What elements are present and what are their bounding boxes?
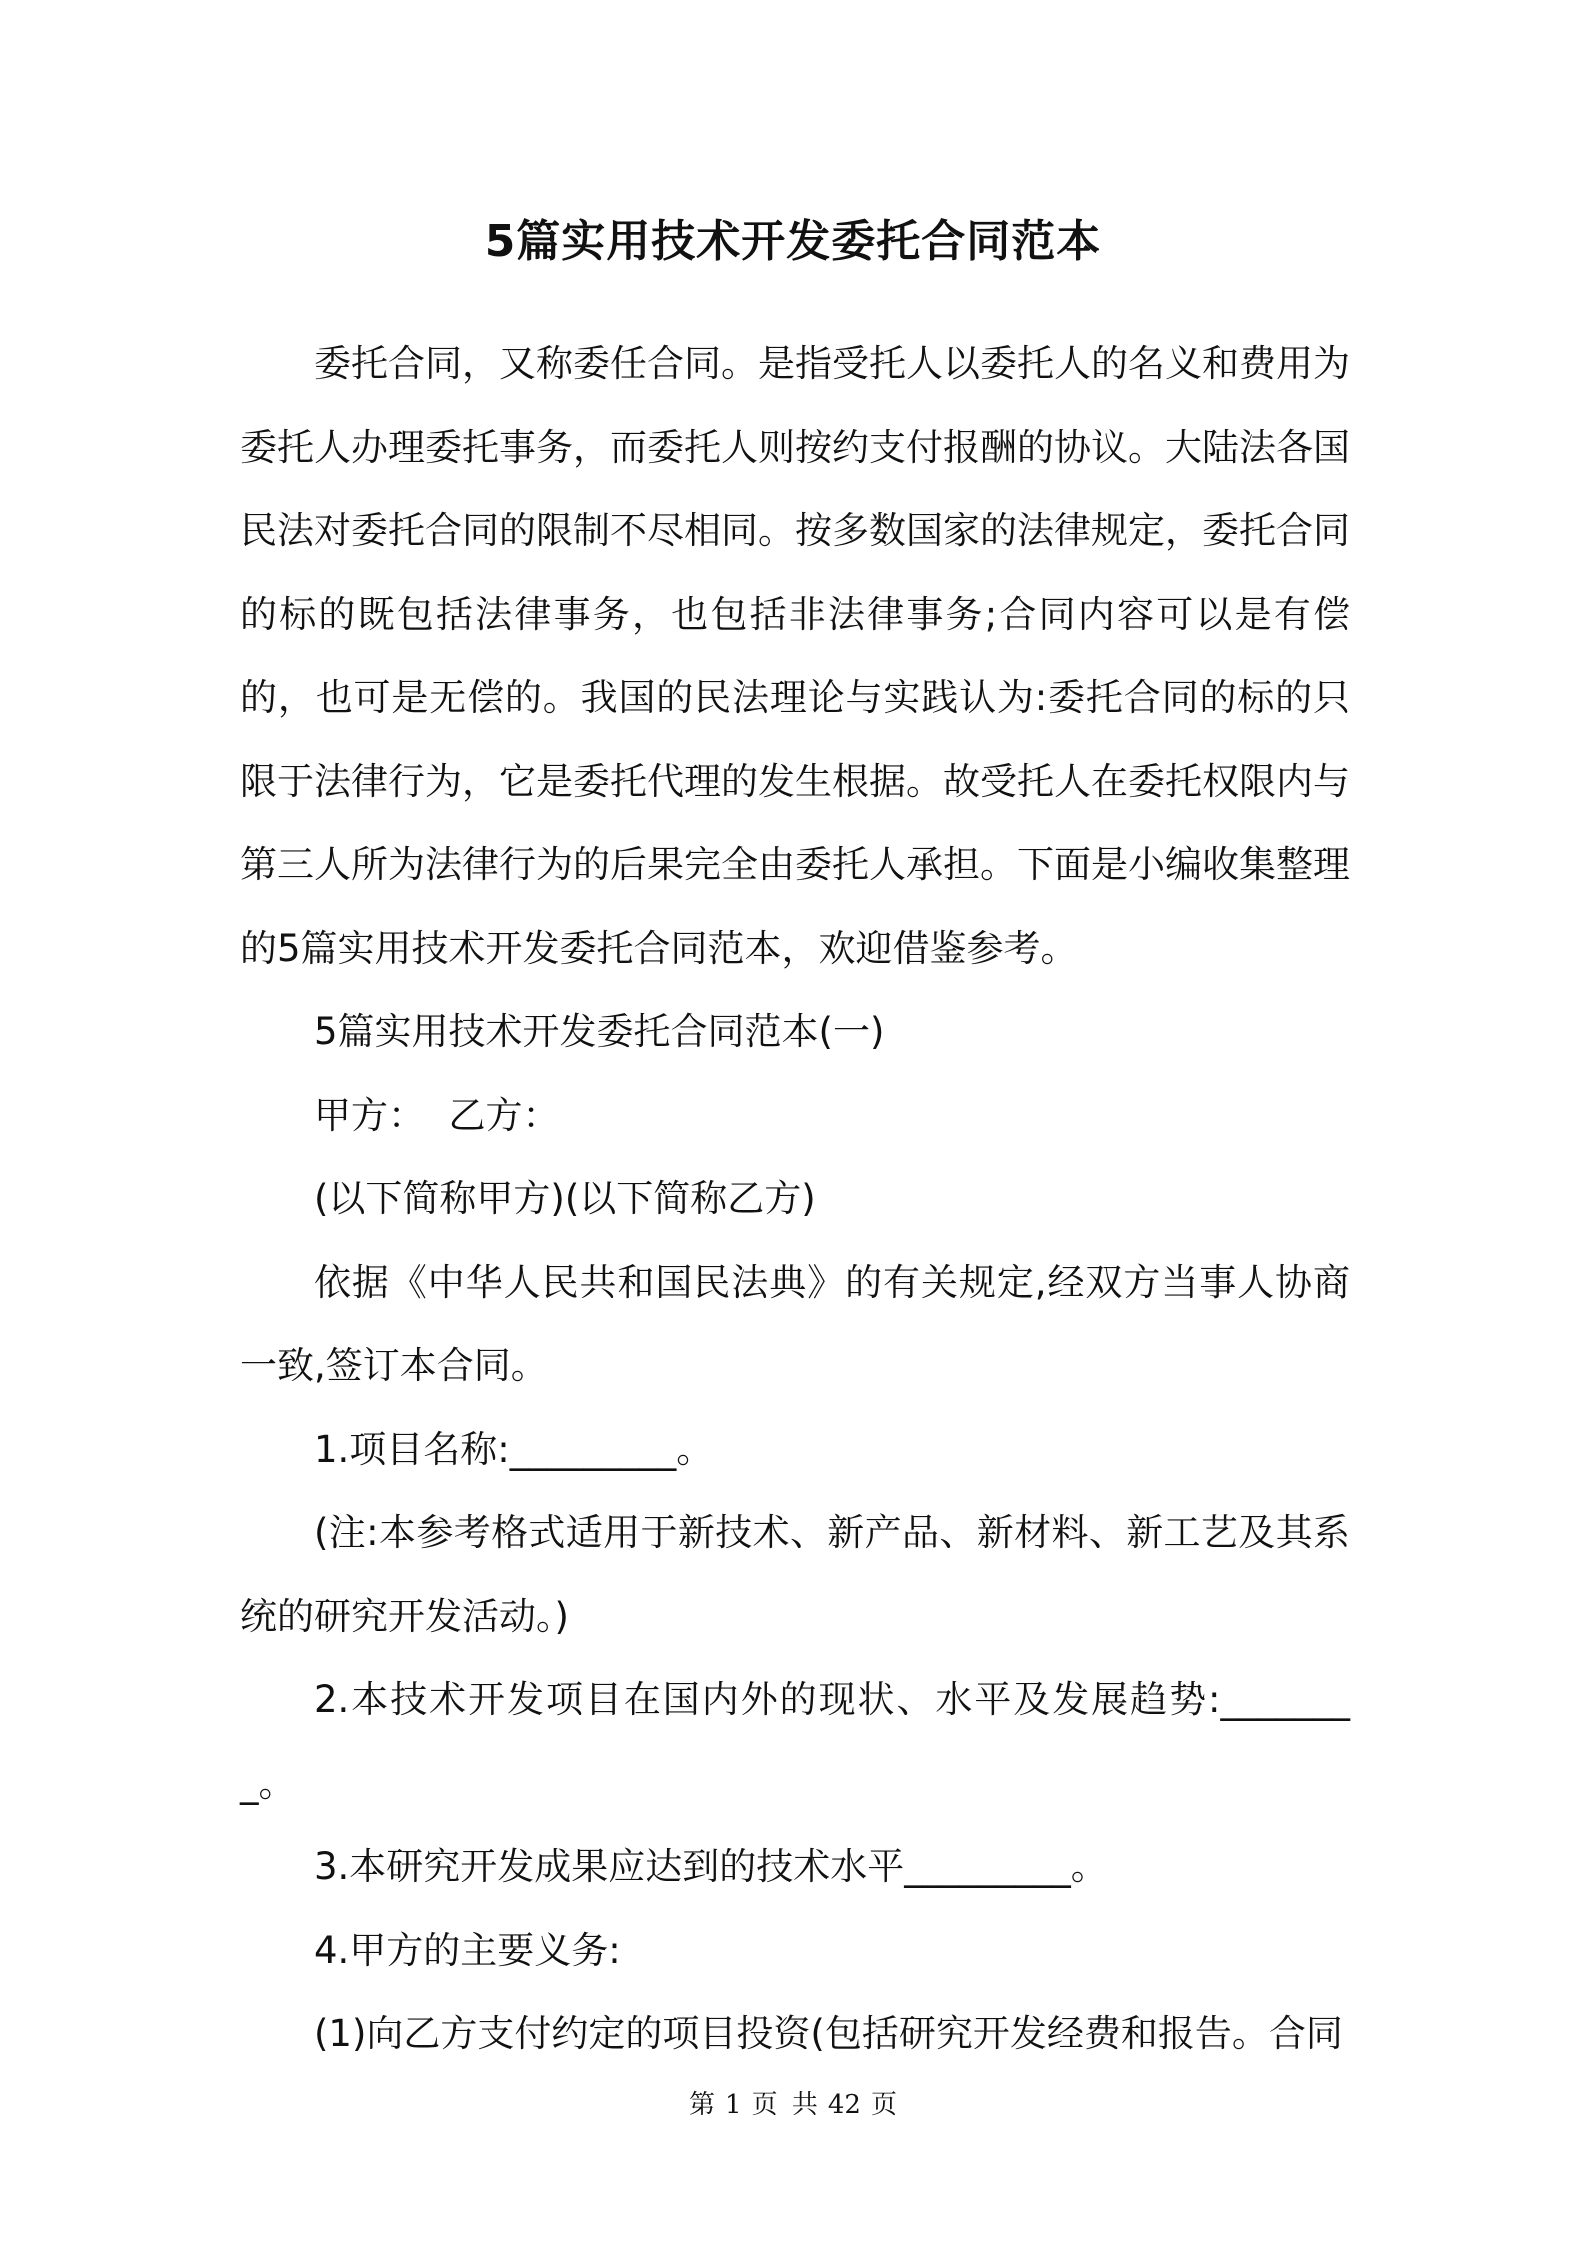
page-footer xyxy=(0,2088,1586,2122)
parties-abbreviation: (以下简称甲方)(以下简称乙方) xyxy=(314,1177,816,1220)
clause-4: 4.甲方的主要义务: xyxy=(314,1928,621,1972)
clause-1: 1.项目名称:_________。 xyxy=(314,1427,714,1471)
contract-heading: 5篇实用技术开发委托合同范本(一) xyxy=(314,1010,885,1053)
footer-prefix: 第 xyxy=(689,2090,716,2120)
footer-middle: 页 共 xyxy=(751,2090,818,2120)
parties-line: 甲方： 乙方： xyxy=(314,1093,560,1137)
footer-total-pages: 42 xyxy=(827,2090,861,2120)
clause-2: 2.本技术开发项目在国内外的现状、水平及发展趋势:________。 xyxy=(240,1678,1350,1805)
clause-4-item-1: (1)向乙方支付约定的项目投资(包括研究开发经费和报告。合同 xyxy=(314,2012,1343,2055)
legal-basis-paragraph: 依据《中华人民共和国民法典》的有关规定,经双方当事人协商一致,签订本合同。 xyxy=(240,1260,1350,1387)
clause-note: (注:本参考格式适用于新技术、新产品、新材料、新工艺及其系统的研究开发活动。) xyxy=(240,1511,1350,1638)
footer-suffix: 页 xyxy=(870,2090,897,2120)
document-title: 5篇实用技术开发委托合同范本 xyxy=(484,216,1102,267)
clause-3: 3.本研究开发成果应达到的技术水平_________。 xyxy=(314,1845,1108,1888)
footer-current-page: 1 xyxy=(725,2090,742,2120)
document-body xyxy=(240,322,1350,2076)
intro-paragraph: 委托合同，又称委任合同。是指受托人以委托人的名义和费用为委托人办理委托事务，而委托人则按约支付报酬的协议。大陆法各国民法对委托合同的限制不尽相同。按多数国家的法律规定，委托合同的标的既包括法律事务，也包括非法律事务;合同内容可以是有偿的，也可是无偿的。我国的民法理论与实践认为:委托合同的标的只限于法律行为，它是委托代理的发生根据。故受托人在委托权限内与第三人所为法律行为的后果完全由委托人承担。下面是小编收集整理的5篇实用技术开发委托合同范本，欢迎借鉴参考。 xyxy=(240,342,1350,970)
